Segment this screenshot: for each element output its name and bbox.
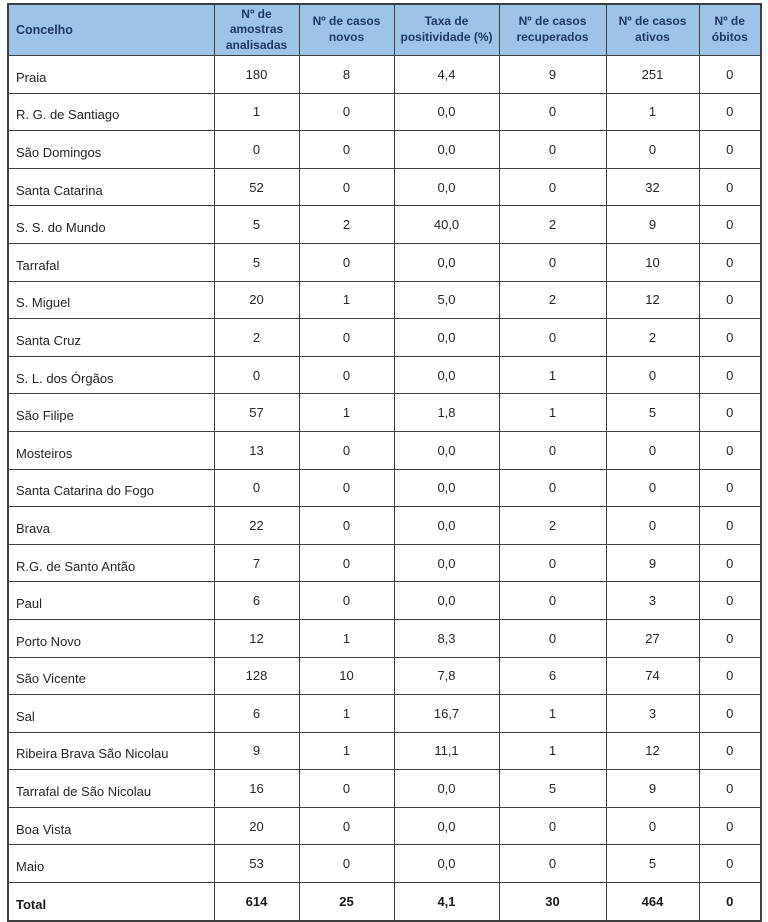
value-cell: 0: [699, 507, 761, 545]
col-header-taxa-positividade: Taxa de positividade (%): [394, 4, 499, 56]
table-row: [8, 168, 761, 206]
value-cell: 27: [606, 619, 699, 657]
value-cell: 7: [214, 544, 299, 582]
table-row: [8, 131, 761, 169]
value-cell: 0: [299, 356, 394, 394]
value-cell: 5: [214, 206, 299, 244]
value-cell: 0: [499, 131, 606, 169]
value-cell: 0,0: [394, 770, 499, 808]
value-cell: 0: [699, 619, 761, 657]
value-cell: 0: [699, 544, 761, 582]
table-row: [8, 281, 761, 319]
value-cell: 53: [214, 845, 299, 883]
concelho-cell: Total: [8, 883, 214, 921]
concelho-cell: Brava: [8, 507, 214, 545]
value-cell: 0: [606, 807, 699, 845]
value-cell: 251: [606, 56, 699, 94]
value-cell: 52: [214, 168, 299, 206]
value-cell: 2: [499, 281, 606, 319]
value-cell: 0: [699, 732, 761, 770]
value-cell: 16: [214, 770, 299, 808]
value-cell: 1: [299, 695, 394, 733]
value-cell: 0: [699, 845, 761, 883]
value-cell: 0: [214, 131, 299, 169]
value-cell: 0: [299, 469, 394, 507]
value-cell: 40,0: [394, 206, 499, 244]
concelho-cell: Maio: [8, 845, 214, 883]
value-cell: 0: [699, 319, 761, 357]
value-cell: 9: [499, 56, 606, 94]
value-cell: 0: [499, 431, 606, 469]
value-cell: 8: [299, 56, 394, 94]
value-cell: 0: [699, 582, 761, 620]
value-cell: 128: [214, 657, 299, 695]
value-cell: 0: [699, 695, 761, 733]
concelho-cell: S. L. dos Órgãos: [8, 356, 214, 394]
value-cell: 0: [699, 356, 761, 394]
col-header-casos-ativos: Nº de casos ativos: [606, 4, 699, 56]
col-header-amostras-analisadas: Nº de amostras analisadas: [214, 4, 299, 56]
concelho-cell: S. S. do Mundo: [8, 206, 214, 244]
concelho-cell: Porto Novo: [8, 619, 214, 657]
value-cell: 12: [606, 732, 699, 770]
value-cell: 0: [699, 657, 761, 695]
value-cell: 13: [214, 431, 299, 469]
value-cell: 0: [299, 544, 394, 582]
table-row: [8, 507, 761, 545]
concelho-cell: Tarrafal de São Nicolau: [8, 770, 214, 808]
value-cell: 0: [606, 131, 699, 169]
concelho-cell: São Vicente: [8, 657, 214, 695]
value-cell: 5: [499, 770, 606, 808]
value-cell: 0: [699, 168, 761, 206]
value-cell: 10: [299, 657, 394, 695]
table-row: [8, 544, 761, 582]
value-cell: 3: [606, 582, 699, 620]
value-cell: 0: [499, 93, 606, 131]
value-cell: 0: [499, 845, 606, 883]
value-cell: 3: [606, 695, 699, 733]
table-row: [8, 657, 761, 695]
value-cell: 0,0: [394, 356, 499, 394]
concelho-cell: Sal: [8, 695, 214, 733]
value-cell: 0: [699, 883, 761, 921]
value-cell: 0,0: [394, 582, 499, 620]
value-cell: 1: [299, 394, 394, 432]
table-row: [8, 845, 761, 883]
value-cell: 0: [606, 356, 699, 394]
value-cell: 0: [699, 394, 761, 432]
value-cell: 0: [699, 93, 761, 131]
value-cell: 22: [214, 507, 299, 545]
value-cell: 7,8: [394, 657, 499, 695]
table-row: [8, 770, 761, 808]
col-header-casos-recuperados: Nº de casos recuperados: [499, 4, 606, 56]
value-cell: 0: [699, 770, 761, 808]
concelho-cell: S. Miguel: [8, 281, 214, 319]
value-cell: 9: [606, 544, 699, 582]
concelho-cell: Boa Vista: [8, 807, 214, 845]
value-cell: 0: [299, 93, 394, 131]
value-cell: 30: [499, 883, 606, 921]
concelho-covid-table: [7, 3, 762, 922]
value-cell: 0: [499, 619, 606, 657]
value-cell: 0: [214, 356, 299, 394]
value-cell: 2: [214, 319, 299, 357]
value-cell: 0: [699, 56, 761, 94]
value-cell: 0: [299, 770, 394, 808]
value-cell: 0,0: [394, 845, 499, 883]
table-row: [8, 619, 761, 657]
value-cell: 12: [214, 619, 299, 657]
table-body: [8, 56, 761, 921]
value-cell: 5,0: [394, 281, 499, 319]
value-cell: 1: [214, 93, 299, 131]
table-row: [8, 469, 761, 507]
value-cell: 1: [299, 619, 394, 657]
value-cell: 0: [699, 431, 761, 469]
value-cell: 2: [499, 206, 606, 244]
table-row: [8, 319, 761, 357]
value-cell: 20: [214, 281, 299, 319]
value-cell: 6: [214, 582, 299, 620]
value-cell: 0,0: [394, 807, 499, 845]
concelho-cell: Praia: [8, 56, 214, 94]
value-cell: 25: [299, 883, 394, 921]
concelho-cell: São Domingos: [8, 131, 214, 169]
total-row: [8, 883, 761, 921]
concelho-cell: Tarrafal: [8, 243, 214, 281]
value-cell: 0: [699, 469, 761, 507]
value-cell: 0: [299, 582, 394, 620]
value-cell: 0,0: [394, 431, 499, 469]
value-cell: 0,0: [394, 131, 499, 169]
col-header-casos-novos: Nº de casos novos: [299, 4, 394, 56]
value-cell: 9: [606, 206, 699, 244]
value-cell: 0: [299, 845, 394, 883]
value-cell: 2: [606, 319, 699, 357]
value-cell: 57: [214, 394, 299, 432]
value-cell: 20: [214, 807, 299, 845]
value-cell: 0: [606, 507, 699, 545]
col-header-obitos: Nº de óbitos: [699, 4, 761, 56]
value-cell: 180: [214, 56, 299, 94]
value-cell: 0,0: [394, 469, 499, 507]
value-cell: 0: [499, 807, 606, 845]
value-cell: 0: [299, 431, 394, 469]
header-row: [8, 4, 761, 56]
value-cell: 0: [499, 243, 606, 281]
value-cell: 0: [606, 431, 699, 469]
value-cell: 9: [214, 732, 299, 770]
value-cell: 0: [499, 544, 606, 582]
table-row: [8, 243, 761, 281]
value-cell: 10: [606, 243, 699, 281]
concelho-cell: Santa Cruz: [8, 319, 214, 357]
value-cell: 5: [606, 845, 699, 883]
value-cell: 2: [499, 507, 606, 545]
concelho-cell: Paul: [8, 582, 214, 620]
value-cell: 1: [499, 732, 606, 770]
value-cell: 1: [299, 281, 394, 319]
value-cell: 0: [299, 131, 394, 169]
value-cell: 0,0: [394, 507, 499, 545]
value-cell: 0: [299, 168, 394, 206]
value-cell: 614: [214, 883, 299, 921]
value-cell: 8,3: [394, 619, 499, 657]
value-cell: 74: [606, 657, 699, 695]
value-cell: 0: [499, 319, 606, 357]
value-cell: 0: [299, 807, 394, 845]
table-row: [8, 206, 761, 244]
table-row: [8, 356, 761, 394]
table-row: [8, 56, 761, 94]
value-cell: 4,1: [394, 883, 499, 921]
concelho-cell: Ribeira Brava São Nicolau: [8, 732, 214, 770]
value-cell: 0,0: [394, 93, 499, 131]
value-cell: 0: [699, 131, 761, 169]
value-cell: 32: [606, 168, 699, 206]
value-cell: 0,0: [394, 168, 499, 206]
value-cell: 0: [699, 807, 761, 845]
value-cell: 1: [499, 356, 606, 394]
concelho-cell: Santa Catarina: [8, 168, 214, 206]
value-cell: 2: [299, 206, 394, 244]
concelho-cell: Santa Catarina do Fogo: [8, 469, 214, 507]
value-cell: 4,4: [394, 56, 499, 94]
value-cell: 1,8: [394, 394, 499, 432]
col-header-concelho: Concelho: [8, 4, 214, 56]
table-row: [8, 582, 761, 620]
value-cell: 0: [299, 319, 394, 357]
value-cell: 0: [499, 582, 606, 620]
value-cell: 0,0: [394, 544, 499, 582]
value-cell: 5: [214, 243, 299, 281]
value-cell: 12: [606, 281, 699, 319]
value-cell: 1: [299, 732, 394, 770]
value-cell: 0: [499, 469, 606, 507]
value-cell: 0: [499, 168, 606, 206]
value-cell: 0,0: [394, 319, 499, 357]
value-cell: 464: [606, 883, 699, 921]
value-cell: 1: [499, 695, 606, 733]
value-cell: 6: [214, 695, 299, 733]
table-row: [8, 695, 761, 733]
value-cell: 1: [499, 394, 606, 432]
value-cell: 11,1: [394, 732, 499, 770]
concelho-cell: R. G. de Santiago: [8, 93, 214, 131]
value-cell: 16,7: [394, 695, 499, 733]
table-row: [8, 394, 761, 432]
table-row: [8, 732, 761, 770]
value-cell: 0: [606, 469, 699, 507]
value-cell: 0: [699, 206, 761, 244]
concelho-cell: São Filipe: [8, 394, 214, 432]
value-cell: 0: [214, 469, 299, 507]
value-cell: 0: [299, 243, 394, 281]
concelho-cell: R.G. de Santo Antão: [8, 544, 214, 582]
value-cell: 9: [606, 770, 699, 808]
value-cell: 0,0: [394, 243, 499, 281]
table-row: [8, 807, 761, 845]
value-cell: 1: [606, 93, 699, 131]
value-cell: 6: [499, 657, 606, 695]
value-cell: 0: [699, 243, 761, 281]
value-cell: 5: [606, 394, 699, 432]
value-cell: 0: [699, 281, 761, 319]
table-row: [8, 431, 761, 469]
table-row: [8, 93, 761, 131]
value-cell: 0: [299, 507, 394, 545]
concelho-cell: Mosteiros: [8, 431, 214, 469]
